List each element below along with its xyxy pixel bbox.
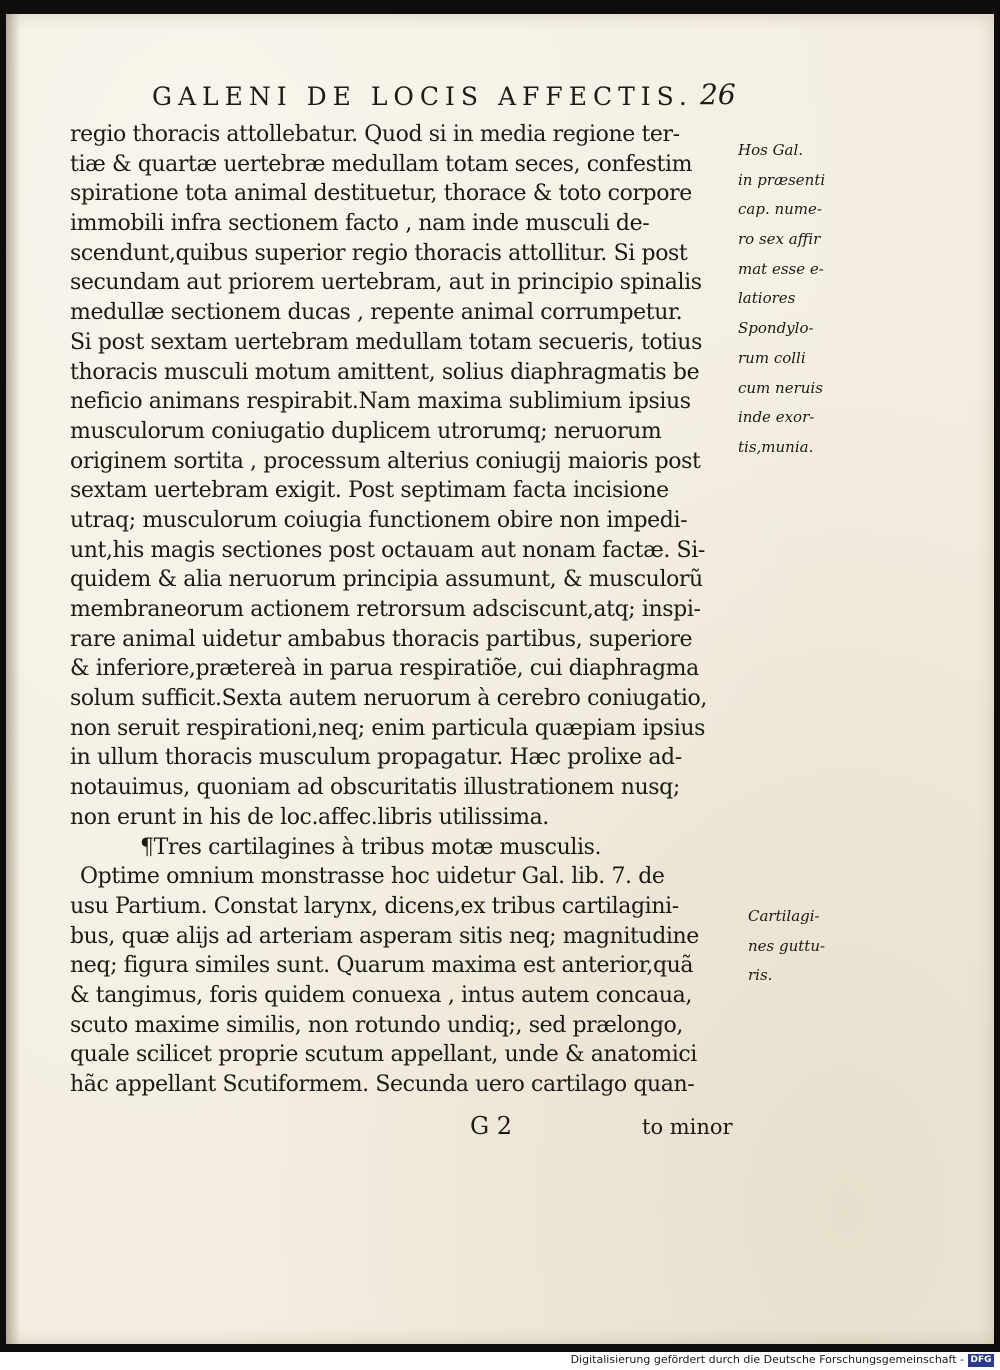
text-line: spiratione tota animal destituetur, thorace & toto corpore — [70, 181, 692, 207]
margin-note-line: Cartilagi- — [748, 907, 820, 925]
margin-note-spondylorum — [738, 136, 848, 463]
section-heading: ¶Tres cartilagines à tribus motæ musculis. — [140, 834, 602, 860]
margin-note-line: tis,munia. — [738, 437, 814, 456]
text-line: tiæ & quartæ uertebræ medullam totam seces, confestim — [70, 151, 693, 177]
text-line: usu Partium. Constat larynx, dicens,ex tribus cartilagini- — [70, 893, 679, 919]
catchword: to minor — [642, 1115, 733, 1139]
signature-line — [470, 1112, 770, 1144]
margin-note-cartilagines — [748, 902, 848, 991]
funding-credit: Digitalisierung gefördert durch die Deutsche Forschungsgemeinschaft - — [570, 1353, 964, 1366]
margin-note-line: Spondylo- — [738, 319, 814, 338]
text-line: neficio animans respirabit.Nam maxima sublimium ipsius — [70, 389, 691, 415]
margin-note-line: nes guttu- — [748, 936, 826, 955]
text-line: quidem & alia neruorum principia assumunt, & musculorũ — [70, 567, 703, 593]
margin-note-line: rum colli — [738, 348, 806, 367]
text-line: & tangimus, foris quidem conuexa , intus autem concaua, — [70, 982, 692, 1008]
text-line: non seruit respirationi,neq; enim particula quæpiam ipsius — [70, 715, 706, 741]
text-line: membraneorum actionem retrorsum adsciscunt,atq; inspi- — [70, 597, 701, 622]
margin-note-line: cap. nume- — [738, 200, 822, 219]
text-line: scendunt,quibus superior regio thoracis attollitur. Si post — [70, 240, 688, 266]
text-line: & inferiore,prætereà in parua respiratiõe, cui diaphragma — [70, 656, 699, 682]
margin-note-line: in præsenti — [738, 170, 826, 189]
text-line: utraq; musculorum coiugia functionem obire non impedi- — [70, 507, 688, 533]
page-gutter-shadow — [6, 14, 20, 1344]
main-text-block — [70, 120, 750, 1100]
text-line: regio thoracis attollebatur. Quod si in media regione ter- — [70, 122, 680, 147]
running-head: GALENI DE LOCIS AFFECTIS. — [152, 82, 693, 111]
text-line: thoracis musculi motum amittent, solius diaphragmatis be — [70, 359, 700, 385]
text-line: sextam uertebram exigit. Post septimam facta incisione — [70, 478, 669, 504]
margin-note-line: mat esse e- — [738, 259, 824, 278]
text-line: unt,his magis sectiones post octauam aut nonam factæ. Si- — [70, 537, 705, 563]
text-line: medullæ sectionem ducas , repente animal corrumpetur. — [70, 300, 683, 326]
text-line: immobili infra sectionem facto , nam inde musculi de- — [70, 211, 650, 237]
margin-note-line: latiores — [738, 289, 796, 308]
margin-note-line: inde exor- — [738, 408, 815, 427]
text-line: musculorum coniugatio duplicem utrorumq; neruorum — [70, 418, 662, 444]
footer-bar — [0, 1352, 1000, 1370]
text-line: solum sufficit.Sexta autem neruorum à cerebro coniugatio, — [70, 686, 707, 712]
margin-note-line: Hos Gal. — [738, 141, 804, 159]
signature-mark: G 2 — [470, 1112, 513, 1140]
text-line: neq; figura similes sunt. Quarum maxima est anterior,quã — [70, 953, 694, 979]
dfg-logo-icon[interactable]: DFG — [968, 1354, 994, 1367]
text-line: secundam aut priorem uertebram, aut in principio spinalis — [70, 270, 702, 296]
text-line: bus, quæ alijs ad arteriam asperam sitis neq; magnitudine — [70, 923, 699, 949]
text-line: rare animal uidetur ambabus thoracis partibus, superiore — [70, 626, 693, 652]
margin-note-line: ris. — [748, 966, 773, 985]
page-number: 26 — [700, 78, 736, 111]
text-line: originem sortita , processum alterius coniugij maioris post — [70, 448, 701, 474]
margin-note-line: cum neruis — [738, 378, 823, 397]
text-line: scuto maxime similis, non rotundo undiq;, sed prælongo, — [70, 1012, 683, 1038]
text-line: Optime omnium monstrasse hoc uidetur Gal. lib. 7. de — [80, 864, 665, 890]
text-line: notauimus, quoniam ad obscuritatis illustrationem nusq; — [70, 775, 680, 801]
margin-note-line: ro sex affir — [738, 230, 821, 249]
text-line: in ullum thoracis musculum propagatur. Hæc prolixe ad- — [70, 745, 682, 771]
text-line: non erunt in his de loc.affec.libris utilissima. — [70, 804, 549, 830]
text-line: hãc appellant Scutiformem. Secunda uero cartilago quan- — [70, 1072, 695, 1097]
text-line: quale scilicet proprie scutum appellant, unde & anatomici — [70, 1042, 697, 1068]
text-line: Si post sextam uertebram medullam totam secueris, totius — [70, 329, 702, 355]
